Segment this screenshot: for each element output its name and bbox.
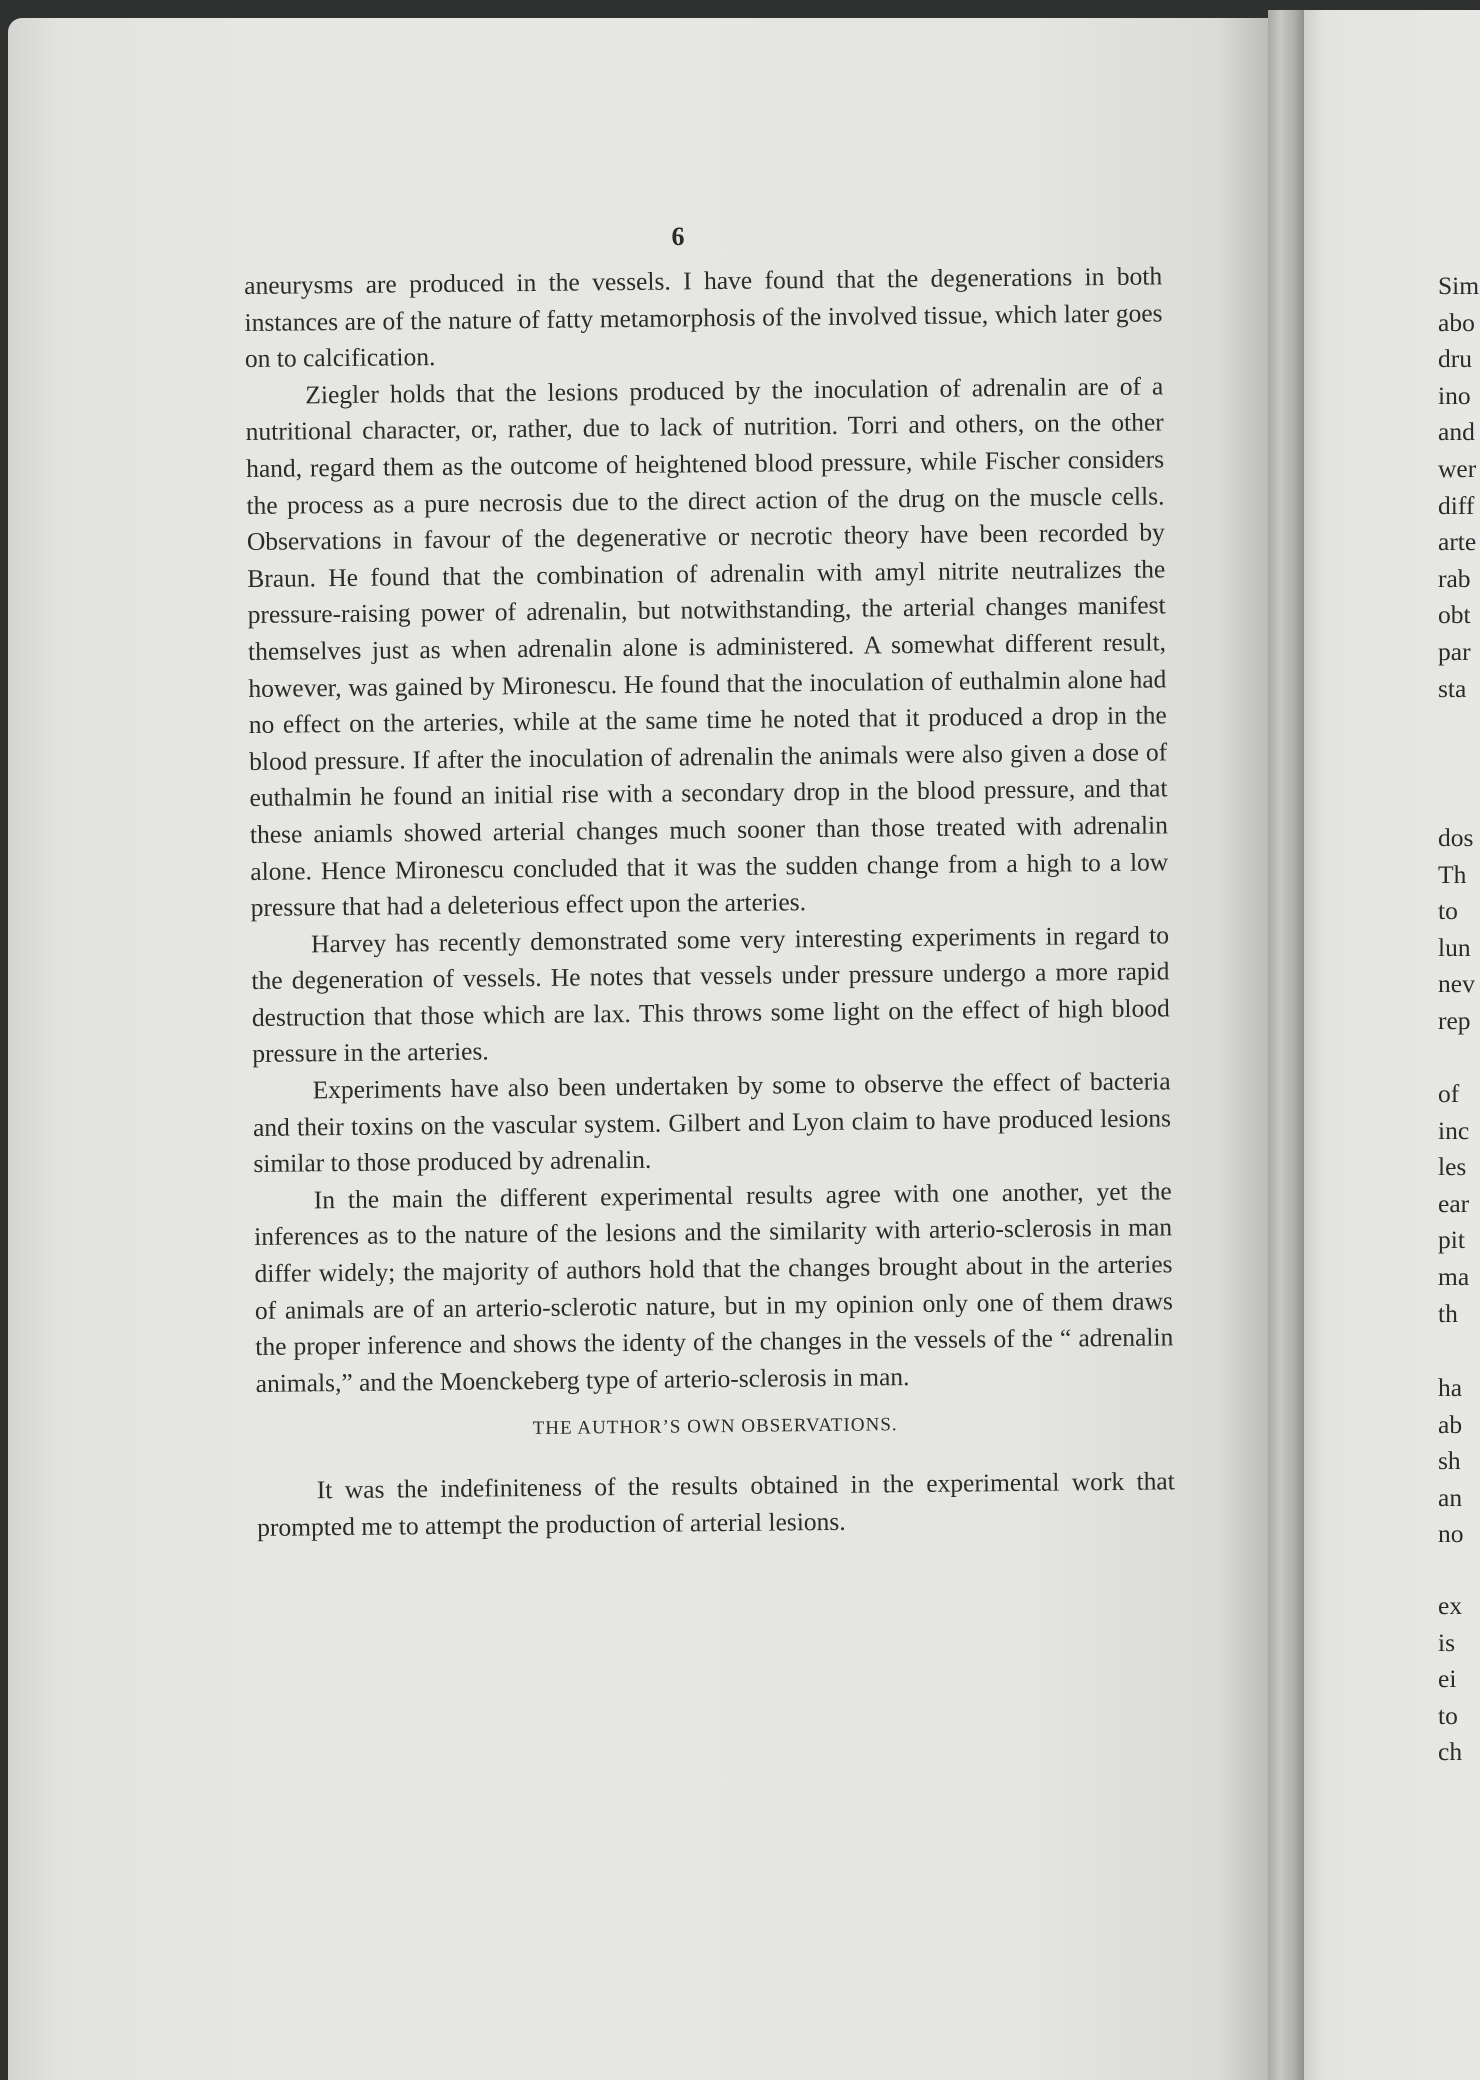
paragraph-2: Ziegler holds that the lesions produced by the inoculation of adrenalin are of a nutritional character, or, rather, due to lack of nutrition. Torri and others, on the other hand, regard them as the outcome of heightened blood pressure, while Fischer considers the process as a pure necrosis due to the direct action of the drug on the muscle cells. Observations in favour of the degenerative or necrotic theory have been recorded by Braun. He found that the combination of adrenalin with amyl nitrite neutralizes the pressure-raising power of adrenalin, but notwithstanding, the arterial changes manifest themselves just as when adrenalin alone is administered. A somewhat different result, however, was gained by Mironescu. He found that the inoculation of euthalmin alone had no effect on the arteries, while at the same time he noted that it produced a drop in the blood pressure. If after the inoculation of adrenalin the animals were also given a dose of euthalmin he found an initial rise with a secondary drop in the blood pressure, and that these aniamls showed arterial changes much sooner than those treated with adrenalin alone. Hence Mironescu concluded that it was the sudden change from a high to a low pressure that had a deleterious effect upon the arteries. (245, 371, 1169, 923)
fragment-line: ma (1438, 1261, 1470, 1291)
fragment-line: of (1438, 1079, 1460, 1108)
fragment-line: ino (1438, 380, 1471, 410)
closing-paragraph: It was the indefiniteness of the results obtained in the experimental work that prompted me to attempt the production of arterial lesions. (257, 1466, 1175, 1542)
fragment-line: to (1438, 896, 1458, 926)
fragment-line: dos (1438, 823, 1474, 852)
right-page-fragments-1 (1438, 268, 1480, 707)
paragraph-4: Experiments have also been undertaken by some to observe the effect of bacteria and their toxins on the vascular system. Gilbert and Lyon claim to have produced lesions similar to those produced by adrenalin. (252, 1066, 1172, 1179)
fragment-line: pit (1438, 1225, 1465, 1255)
fragment-line: an (1438, 1482, 1463, 1512)
paragraph-5: In the main the different experimental results agree with one another, yet the inferences as to the nature of the lesions and the similarity with arterio-sclerosis in man differ widely; the majority of authors hold that the changes brought about in the arteries of animals are of an arterio-sclerotic nature, but in my opinion only one of them draws the proper inference and shows the identy of the changes in the vessels of the “ adrenalin animals,” and the Moenckeberg type of arterio-sclerosis in man. (253, 1176, 1174, 1398)
fragment-line: rab (1438, 563, 1471, 593)
fragment-line: ear (1438, 1188, 1470, 1218)
fragment-line: rep (1438, 1005, 1471, 1035)
right-page-fragments-2 (1438, 820, 1480, 1040)
fragment-line: Th (1438, 859, 1467, 889)
fragment-line: ch (1438, 1737, 1463, 1767)
left-page-text (244, 258, 1175, 1546)
fragment-line: arte (1438, 527, 1477, 557)
book-gutter (1268, 10, 1304, 2080)
fragment-line: ab (1438, 1409, 1463, 1439)
fragment-line: sh (1438, 1446, 1461, 1476)
fragment-line: sta (1438, 673, 1467, 703)
fragment-line: dru (1438, 344, 1472, 374)
section-heading: THE AUTHOR’S OWN OBSERVATIONS. (532, 1414, 898, 1440)
fragment-line: nev (1438, 969, 1475, 999)
paragraph-1: aneurysms are produced in the vessels. I have found that the degenerations in both instances are of the nature of fatty metamorphosis of the involved tissue, which later goes on to calcification. (244, 261, 1163, 374)
paragraph-3: Harvey has recently demonstrated some very interesting experiments in regard to the degeneration of vessels. He notes that vessels under pressure undergo a more rapid destruction that those which are lax. This throws some light on the effect of high blood pressure in the arteries. (251, 920, 1170, 1069)
fragment-line: th (1438, 1298, 1458, 1328)
fragment-line: ha (1438, 1373, 1463, 1402)
fragment-line: is (1438, 1627, 1456, 1657)
fragment-line: diff (1438, 490, 1475, 520)
fragment-line: obt (1438, 600, 1471, 630)
right-page-fragments-4 (1438, 1370, 1480, 1553)
fragment-line: abo (1438, 307, 1475, 337)
fragment-line: and (1438, 417, 1475, 447)
fragment-line: ei (1438, 1664, 1457, 1694)
right-page-fragments-5 (1438, 1588, 1480, 1771)
right-page-fragments-3 (1438, 1076, 1480, 1332)
fragment-line: inc (1438, 1115, 1470, 1145)
fragment-line: lun (1438, 932, 1471, 962)
fragment-line: Sim (1438, 271, 1480, 300)
fragment-line: to (1438, 1700, 1458, 1730)
fragment-line: les (1438, 1152, 1467, 1182)
fragment-line: ex (1438, 1591, 1463, 1620)
fragment-line: par (1438, 636, 1471, 666)
fragment-line: no (1438, 1519, 1464, 1549)
fragment-line: wer (1438, 453, 1477, 483)
page-number: 6 (671, 222, 685, 251)
